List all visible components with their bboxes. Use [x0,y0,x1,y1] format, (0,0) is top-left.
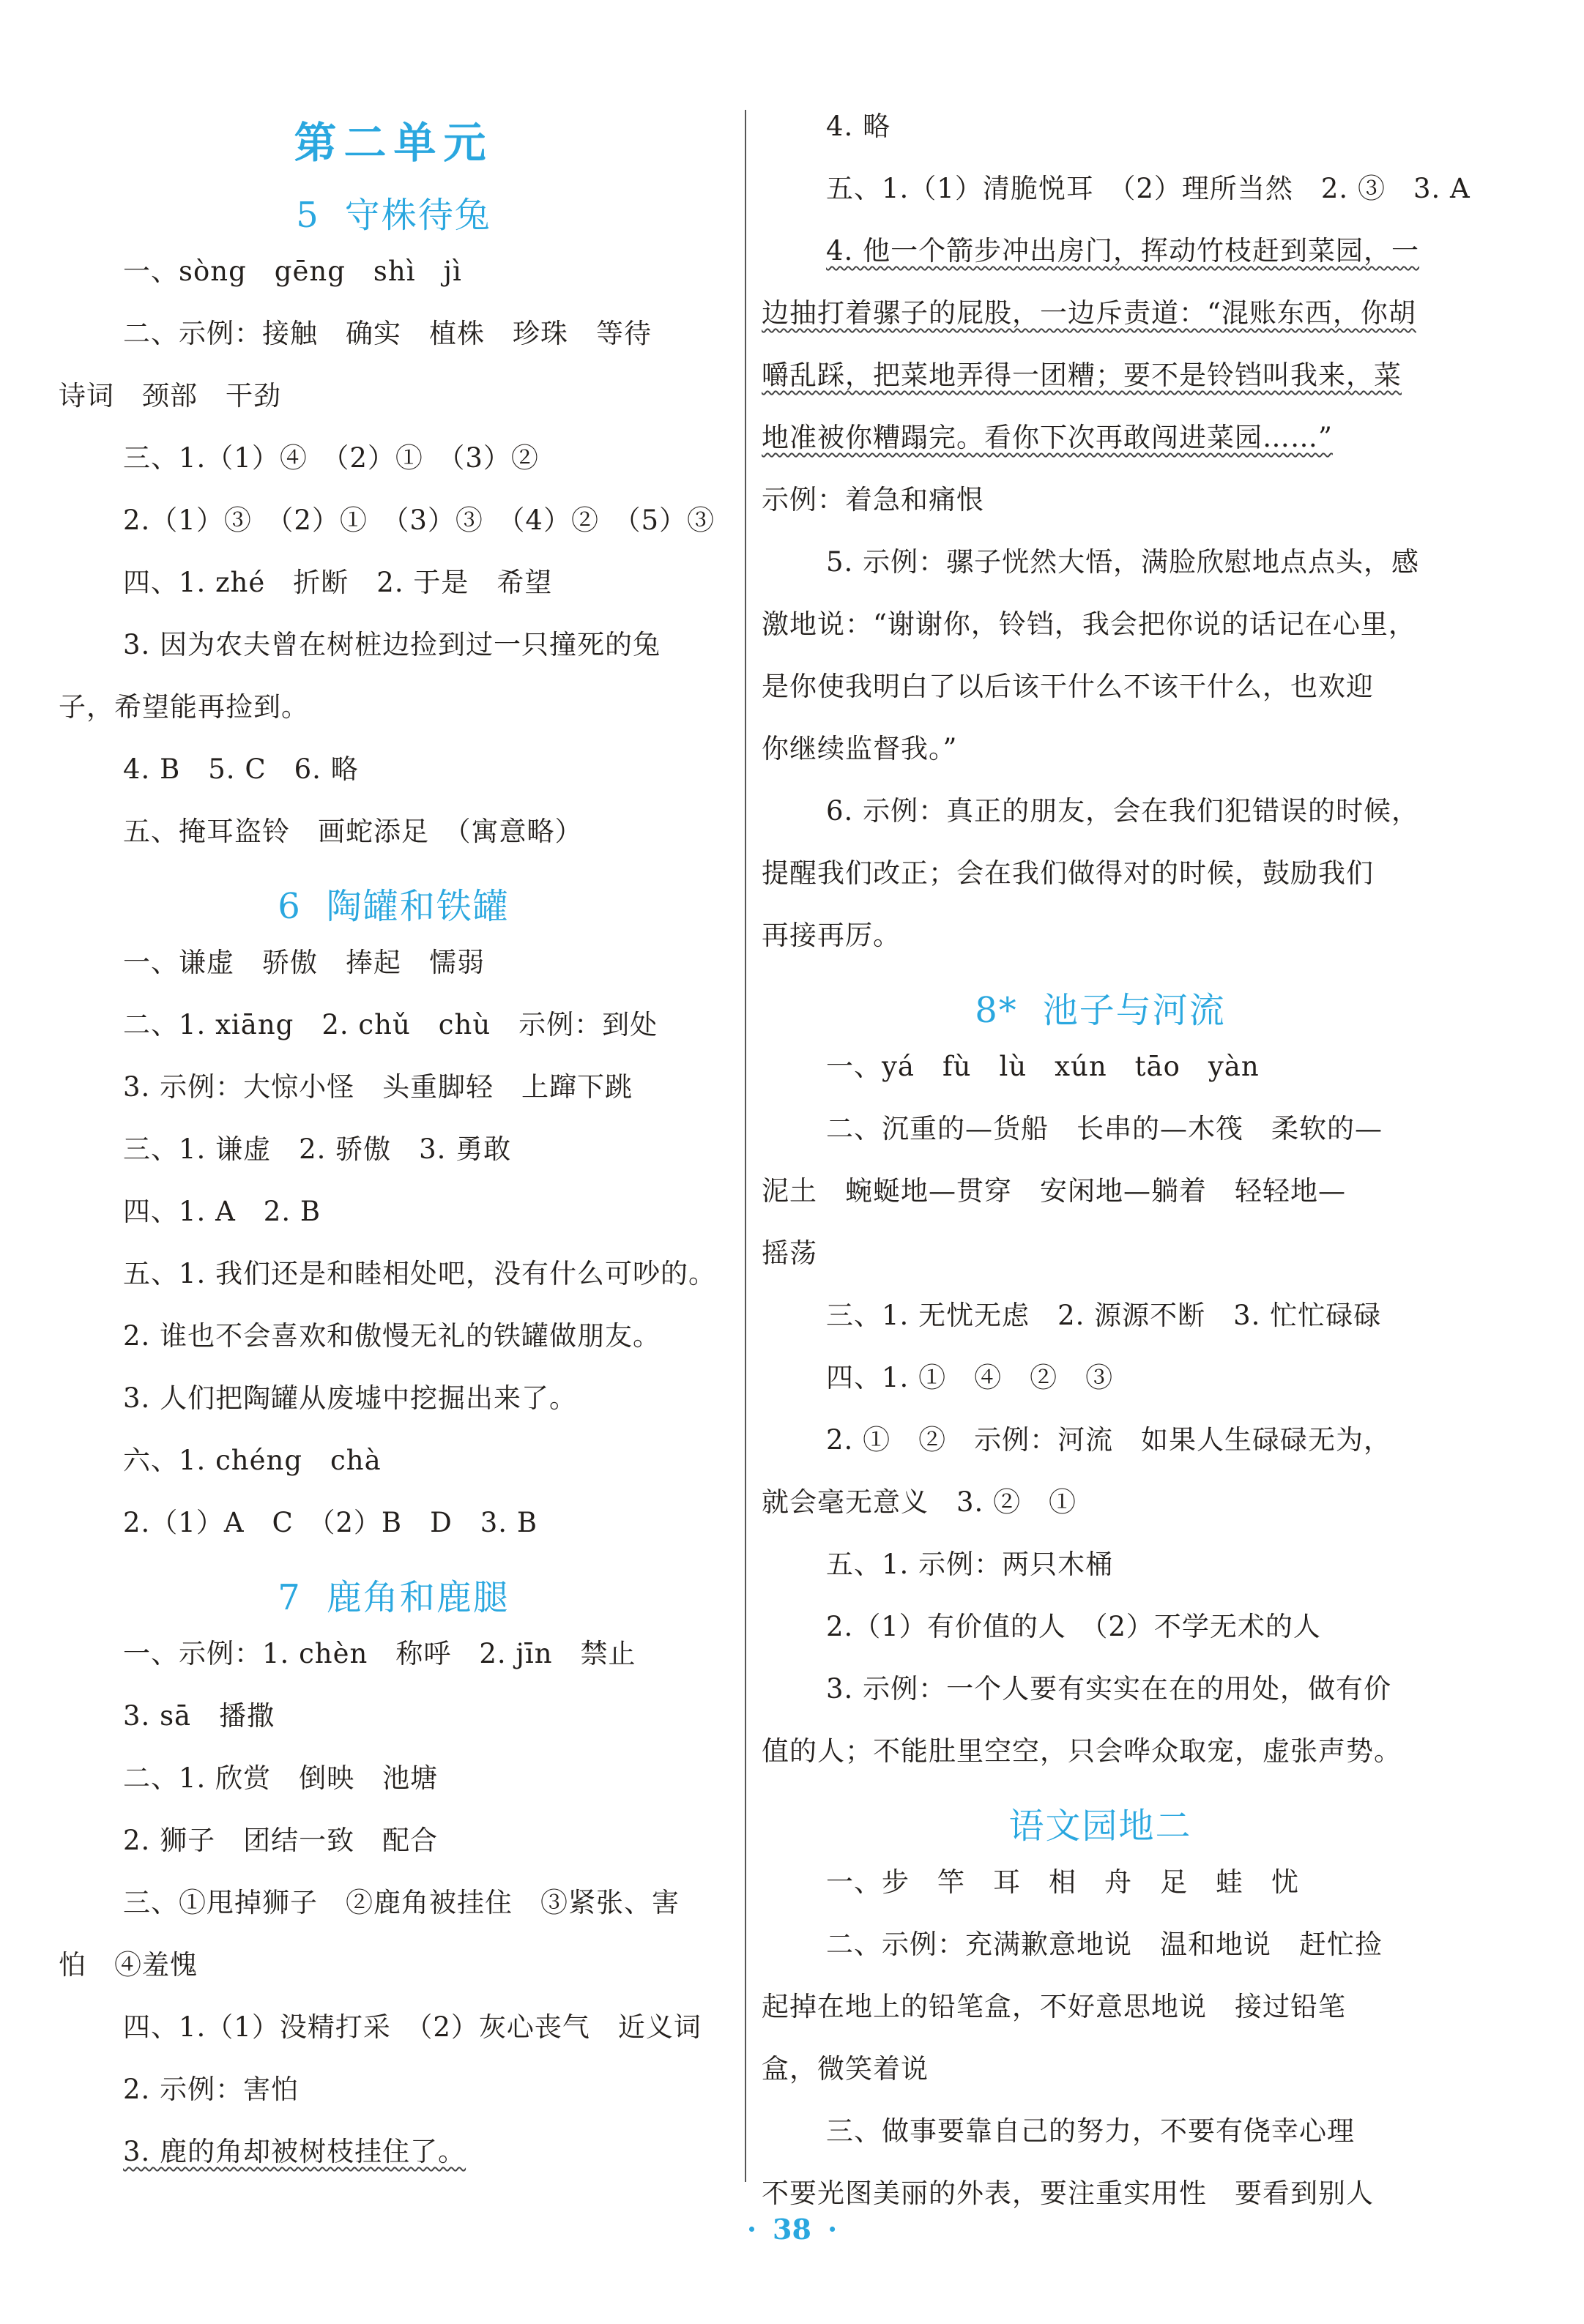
right-answer-line [762,1926,1439,1963]
answer-text: 2.（1）A C （2）B D 3. B [123,1507,538,1538]
right-answer-line [762,108,1439,145]
answer-text: 就会毫无意义 3. ② ① [762,1486,1077,1518]
left-lesson-heading [59,883,729,930]
answer-text: 再接再厉。 [762,920,901,951]
right-answer-line [762,1609,1439,1645]
answer-text: 5. 示例：骡子恍然大悟，满脸欣慰地点点头，感 [826,546,1420,578]
right-answer-line [762,668,1439,705]
page-number-value: 38 [773,2213,811,2246]
answer-text: 二、示例：充满歉意地说 温和地说 赶忙捡 [826,1929,1383,1960]
answer-text: 摇荡 [762,1237,817,1269]
lesson-title: 陶罐和铁罐 [326,886,510,927]
left-answer-line [59,1318,729,1355]
answer-text: 边抽打着骡子的屁股，一边斥责道：“混账东西，你胡 [762,297,1416,329]
answer-text: 提醒我们改正；会在我们做得对的时候，鼓励我们 [762,857,1374,889]
answer-text: 示例：着急和痛恨 [762,484,984,515]
answer-text: 2. 示例：害怕 [123,2074,300,2105]
left-answer-line [59,1442,729,1479]
answer-text: 2.（1）③ （2）① （3）③ （4）② （5）③ [123,504,715,536]
answer-text: 一、sòng gēng shì jì [123,256,462,287]
left-lesson-heading [59,192,729,239]
left-answer-line [59,253,729,290]
answer-text: 二、沉重的—货船 长串的—木筏 柔软的— [826,1113,1383,1144]
left-answer-line [59,1636,729,1672]
left-answer-line [59,2134,729,2170]
answer-text: 四、1.（1）没精打采 （2）灰心丧气 近义词 [123,2011,702,2043]
answer-text: 二、示例：接触 确实 植株 珍珠 等待 [123,318,652,349]
answer-text: 你继续监督我。” [762,733,958,764]
left-answer-line [59,1193,729,1230]
right-answer-line [762,233,1439,269]
column-divider [745,110,746,2182]
answer-text: 二、1. 欣赏 倒映 池塘 [123,1762,439,1794]
answer-text: 起掉在地上的铅笔盒，不好意思地说 接过铅笔 [762,1991,1346,2022]
right-answer-line [762,357,1439,394]
answer-text: 3. 因为农夫曾在树桩边捡到过一只撞死的兔 [123,629,661,660]
right-answer-line [762,1173,1439,1210]
right-answer-line [762,731,1439,767]
answer-text: 一、谦虚 骄傲 捧起 懦弱 [123,947,485,978]
answer-text: 四、1. ① ④ ② ③ [826,1362,1114,1393]
answer-text: 2. 谁也不会喜欢和傲慢无礼的铁罐做朋友。 [123,1320,661,1352]
answer-text: 不要光图美丽的外表，要注重实用性 要看到别人 [762,2178,1374,2209]
answer-text: 四、1. A 2. B [123,1196,321,1227]
lesson-title: 守株待兔 [344,195,491,236]
left-answer-line [59,627,729,663]
answer-text: 嚼乱踩，把菜地弄得一团糟；要不是铃铛叫我来，菜 [762,360,1402,391]
right-answer-line [762,1422,1439,1459]
right-answer-line [762,171,1470,207]
left-answer-line [59,1760,729,1797]
right-answer-line [762,2051,1439,2087]
left-answer-line [59,1822,729,1859]
right-answer-line [762,482,1439,518]
left-answer-line [59,440,729,477]
lesson-title: 鹿角和鹿腿 [326,1577,510,1618]
right-answer-line [762,2175,1439,2212]
answer-text: 6. 示例：真正的朋友，会在我们犯错误的时候， [826,795,1420,827]
left-answer-line [59,813,729,850]
left-answer-line [59,502,729,539]
answer-text: 六、1. chéng chà [123,1445,382,1476]
answer-text: 三、①甩掉狮子 ②鹿角被挂住 ③紧张、害 [123,1887,680,1918]
left-answer-line [59,1131,729,1168]
left-answer-line [59,1069,729,1106]
answer-text: 五、1. 示例：两只木桶 [826,1549,1114,1580]
answer-text: 三、1. 无忧无虑 2. 源源不断 3. 忙忙碌碌 [826,1300,1382,1331]
left-answer-line [59,1505,729,1541]
right-answer-line [762,1235,1439,1272]
right-answer-line [762,917,1439,954]
answer-text: 二、1. xiāng 2. chǔ chù 示例：到处 [123,1009,658,1040]
left-answer-line [59,316,729,352]
right-answer-line [762,1671,1439,1707]
left-answer-line [59,1947,729,1984]
right-answer-line [762,1360,1439,1396]
right-answer-line [762,1989,1439,2025]
left-answer-line [59,751,729,788]
answer-text: 一、yá fù lù xún tāo yàn [826,1051,1260,1082]
answer-text: 4. 略 [826,111,891,142]
answer-text: 怕 ④羞愧 [59,1949,198,1981]
left-answer-line [59,1885,729,1921]
left-answer-line [59,2071,729,2108]
answer-text: 四、1. zhé 折断 2. 于是 希望 [123,567,553,598]
right-answer-line [762,1049,1439,1085]
unit-title: 第二单元 [294,118,494,168]
answer-text: 激地说：“谢谢你，铃铛，我会把你说的话记在心里， [762,608,1416,640]
answer-text: 3. sā 播撒 [123,1700,275,1732]
lesson-number: 5 [296,195,320,236]
lesson-number: 8* [975,990,1018,1031]
lesson-number: 6 [278,886,302,927]
left-answer-line [59,1380,729,1417]
right-answer-line [762,1111,1439,1147]
right-answer-line [762,1484,1439,1521]
answer-text: 2. 狮子 团结一致 配合 [123,1825,439,1856]
answer-text: 诗词 颈部 干劲 [59,380,281,411]
answer-text: 3. 示例：一个人要有实实在在的用处，做有价 [826,1673,1392,1705]
answer-text: 五、1. 我们还是和睦相处吧，没有什么可吵的。 [123,1258,717,1289]
lesson-title: 池子与河流 [1042,990,1226,1031]
left-answer-line [59,1256,729,1292]
left-answer-line [59,378,729,414]
answer-text: 五、掩耳盗铃 画蛇添足 （寓意略） [123,816,583,847]
right-answer-line [762,544,1439,581]
answer-text: 五、1.（1）清脆悦耳 （2）理所当然 2. ③ 3. A [826,173,1470,204]
left-lesson-heading [59,1574,729,1621]
answer-text: 3. 人们把陶罐从废墟中挖掘出来了。 [123,1382,578,1414]
page-dot-left: · [746,2213,757,2246]
left-answer-line [59,565,729,601]
left-answer-line [59,1698,729,1735]
right-answer-line [762,420,1439,456]
right-answer-line [762,793,1439,830]
answer-text: 2. ① ② 示例：河流 如果人生碌碌无为， [826,1424,1392,1456]
answer-text: 是你使我明白了以后该干什么不该干什么，也欢迎 [762,671,1374,702]
lesson-title: 语文园地二 [1008,1806,1192,1847]
answer-text: 4. 他一个箭步冲出房门，挥动竹枝赶到菜园，一 [826,235,1420,267]
left-answer-line [59,1007,729,1043]
left-answer-line [59,2009,729,2046]
answer-text: 三、1.（1）④ （2）① （3）② [123,442,539,474]
right-lesson-heading [762,987,1439,1034]
right-answer-line [762,1297,1439,1334]
answer-text: 一、示例：1. chèn 称呼 2. jīn 禁止 [123,1638,636,1669]
answer-text: 盒，微笑着说 [762,2053,929,2085]
page-dot-right: · [827,2213,838,2246]
page-number [0,2211,1584,2248]
left-answer-line [59,945,729,981]
right-answer-line [762,606,1439,643]
lesson-number: 7 [278,1577,302,1618]
right-answer-line [762,295,1439,332]
right-answer-line [762,1864,1439,1901]
answer-text: 值的人；不能肚里空空，只会哗众取宠，虚张声势。 [762,1735,1402,1767]
right-answer-line [762,855,1439,892]
answer-text: 一、步 竿 耳 相 舟 足 蛙 忧 [826,1866,1299,1898]
answer-text: 4. B 5. C 6. 略 [123,753,359,785]
right-answer-line [762,2113,1439,2150]
answer-text: 地准被你糟蹋完。看你下次再敢闯进菜园……” [762,422,1333,453]
answer-text: 三、做事要靠自己的努力，不要有侥幸心理 [826,2115,1355,2147]
left-answer-line [59,689,729,726]
answer-text: 三、1. 谦虚 2. 骄傲 3. 勇敢 [123,1133,512,1165]
right-answer-line [762,1733,1439,1770]
right-lesson-heading [762,1803,1439,1850]
right-answer-line [762,1546,1439,1583]
answer-text: 3. 鹿的角却被树枝挂住了。 [123,2136,466,2167]
answer-text: 子，希望能再捡到。 [59,691,309,723]
answer-text: 2.（1）有价值的人 （2）不学无术的人 [826,1611,1321,1642]
answer-text: 泥土 蜿蜒地—贯穿 安闲地—躺着 轻轻地— [762,1175,1346,1207]
answer-text: 3. 示例：大惊小怪 头重脚轻 上蹿下跳 [123,1071,633,1103]
